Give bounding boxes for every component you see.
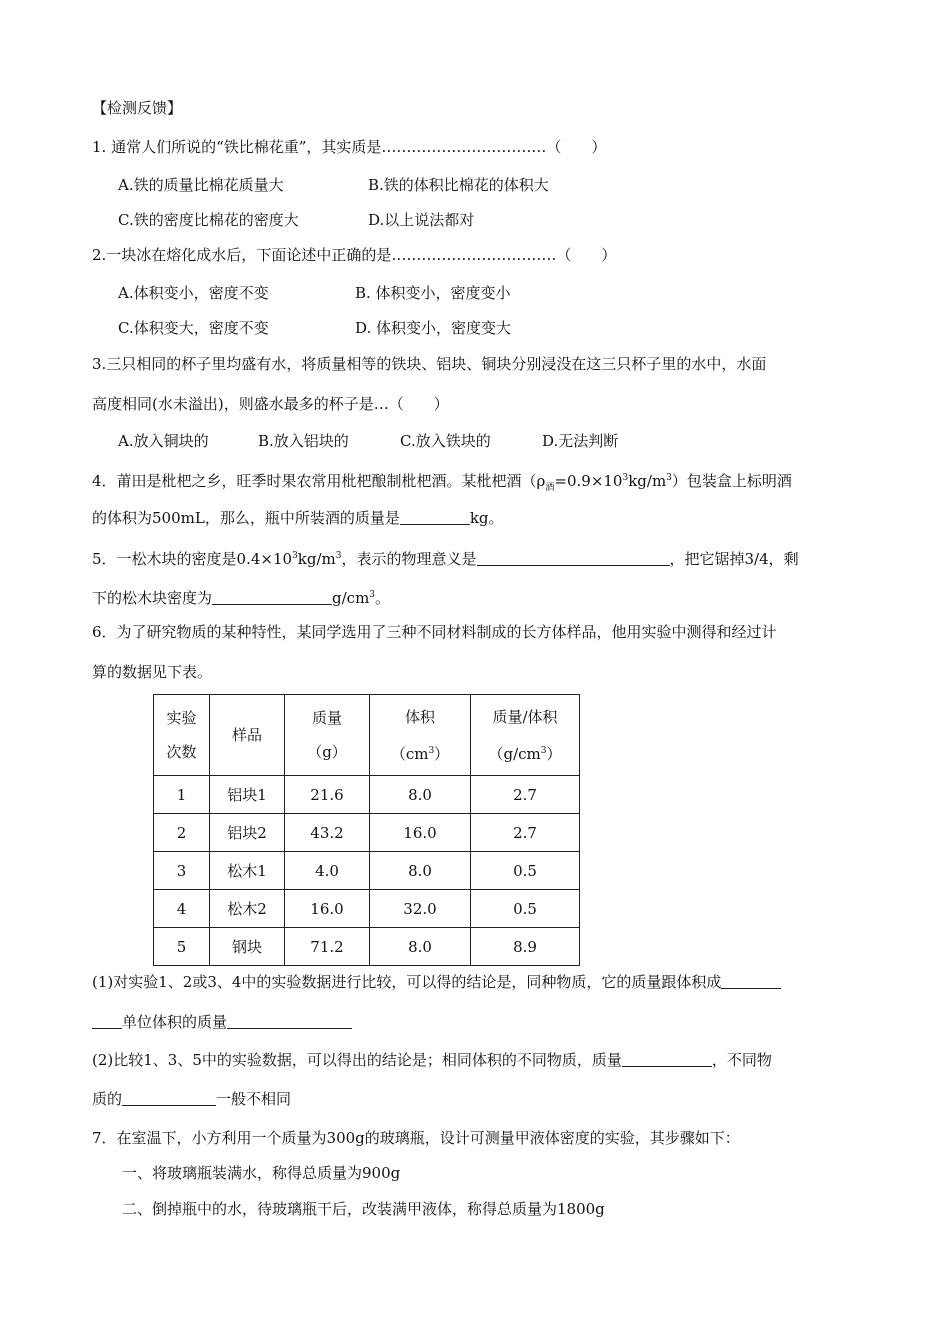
question-6-sub1-line1: (1)对实验1、2或3、4中的实验数据进行比较，可以得的结论是，同种物质，它的质量跟体积成: [92, 972, 781, 992]
cell-sample: 钢块: [210, 928, 285, 966]
header-trial: 实验 次数: [154, 695, 210, 776]
header-sample: 样品: [210, 695, 285, 776]
cell-trial: 5: [154, 928, 210, 966]
cell-ratio: 2.7: [471, 776, 580, 814]
answer-blank[interactable]: [477, 550, 670, 566]
question-1-option-c: C.铁的密度比棉花的密度大: [118, 211, 299, 229]
question-2-option-a: A.体积变小，密度不变: [118, 284, 269, 302]
table-header-row: [154, 695, 580, 776]
question-6-sub1-line2: 单位体积的质量: [92, 1012, 352, 1032]
cell-ratio: 0.5: [471, 890, 580, 928]
question-2-option-c: C.体积变大，密度不变: [118, 319, 269, 337]
cell-mass: 71.2: [285, 928, 370, 966]
question-1-option-a: A.铁的质量比棉花质量大: [118, 176, 284, 194]
question-3-stem-line1: 3.三只相同的杯子里均盛有水，将质量相等的铁块、铝块、铜块分别浸没在这三只杯子里的水中，水面: [92, 355, 767, 373]
question-1-option-b: B.铁的体积比棉花的体积大: [368, 176, 549, 194]
question-2-option-b: B. 体积变小，密度变小: [355, 284, 511, 302]
cell-volume: 8.0: [370, 852, 471, 890]
cell-mass: 21.6: [285, 776, 370, 814]
header-ratio: 质量/体积 $(g/cm^3)$: [471, 695, 580, 776]
cell-volume: 8.0: [370, 776, 471, 814]
question-5-line1: 5．一松木块的密度是$0.4\times 10^3kg/m^3$，表示的物理意义是 ，把它锯掉3/4，剩: [92, 550, 799, 568]
cell-mass: 43.2: [285, 814, 370, 852]
question-3-option-a: A.放入铜块的: [118, 432, 209, 450]
answer-blank[interactable]: [92, 1013, 122, 1029]
cell-ratio: 2.7: [471, 814, 580, 852]
question-7-step-1: 一、将玻璃瓶装满水，称得总质量为900g: [122, 1164, 401, 1182]
cell-ratio: 0.5: [471, 852, 580, 890]
question-3-option-d: D.无法判断: [542, 432, 619, 450]
cell-trial: 3: [154, 852, 210, 890]
section-title: 【检测反馈】: [92, 99, 183, 117]
question-4-line1: 4．莆田是枇杷之乡，旺季时果农常用枇杷酿制枇杷酒。某枇杷酒$(\rho_酒=0.9\times 10^3kg/m^3)$包装盒上标明酒: [92, 472, 792, 493]
header-mass: 质量 （g）: [285, 695, 370, 776]
answer-blank[interactable]: [721, 973, 781, 989]
question-5-line2: 下的松木块密度为 $g/cm^3$。: [92, 589, 391, 607]
question-3-option-c: C.放入铁块的: [400, 432, 491, 450]
table-row: [154, 890, 580, 928]
question-2-stem: 2.一块冰在熔化成水后，下面论述中正确的是……………………………（ ）: [92, 246, 617, 264]
answer-blank[interactable]: [122, 1090, 216, 1106]
question-6-sub2-line1: (2)比较1、3、5中的实验数据，可以得出的结论是；相同体积的不同物质，质量 ，不同物: [92, 1051, 772, 1069]
question-3-option-b: B.放入铝块的: [258, 432, 349, 450]
question-6-stem-line1: 6．为了研究物质的某种特性，某同学选用了三种不同材料制成的长方体样品，他用实验中测得和经过计: [92, 623, 777, 641]
question-2-option-d: D. 体积变小，密度变大: [355, 319, 512, 337]
question-7-step-2: 二、倒掉瓶中的水，待玻璃瓶干后，改装满甲液体，称得总质量为1800g: [122, 1200, 605, 1218]
question-6-sub2-line2: 质的 一般不相同: [92, 1090, 292, 1108]
table-row: [154, 928, 580, 966]
cell-mass: 16.0: [285, 890, 370, 928]
cell-sample: 铝块2: [210, 814, 285, 852]
answer-blank[interactable]: [212, 589, 332, 605]
question-3-stem-line2: 高度相同(水未溢出)，则盛水最多的杯子是…（ ）: [92, 395, 449, 413]
cell-volume: 32.0: [370, 890, 471, 928]
question-7-stem: 7．在室温下，小方利用一个质量为300g的玻璃瓶，设计可测量甲液体密度的实验，其步骤如下：: [92, 1129, 740, 1147]
cell-trial: 1: [154, 776, 210, 814]
table-row: [154, 852, 580, 890]
question-1-stem: 1. 通常人们所说的“铁比棉花重”，其实质是……………………………（ ）: [92, 138, 607, 156]
cell-sample: 铝块1: [210, 776, 285, 814]
cell-trial: 4: [154, 890, 210, 928]
cell-sample: 松木2: [210, 890, 285, 928]
answer-blank[interactable]: [400, 509, 470, 525]
table-row: [154, 814, 580, 852]
answer-blank[interactable]: [227, 1013, 352, 1029]
cell-ratio: 8.9: [471, 928, 580, 966]
question-6-stem-line2: 算的数据见下表。: [92, 663, 213, 681]
table-row: [154, 776, 580, 814]
cell-trial: 2: [154, 814, 210, 852]
header-volume: 体积 $(cm^3)$: [370, 695, 471, 776]
question-1-option-d: D.以上说法都对: [368, 211, 475, 229]
question-4-line2: 的体积为500mL，那么，瓶中所装酒的质量是 kg。: [92, 509, 504, 527]
cell-volume: 16.0: [370, 814, 471, 852]
cell-volume: 8.0: [370, 928, 471, 966]
cell-mass: 4.0: [285, 852, 370, 890]
data-table: [153, 694, 580, 966]
cell-sample: 松木1: [210, 852, 285, 890]
answer-blank[interactable]: [622, 1051, 712, 1067]
